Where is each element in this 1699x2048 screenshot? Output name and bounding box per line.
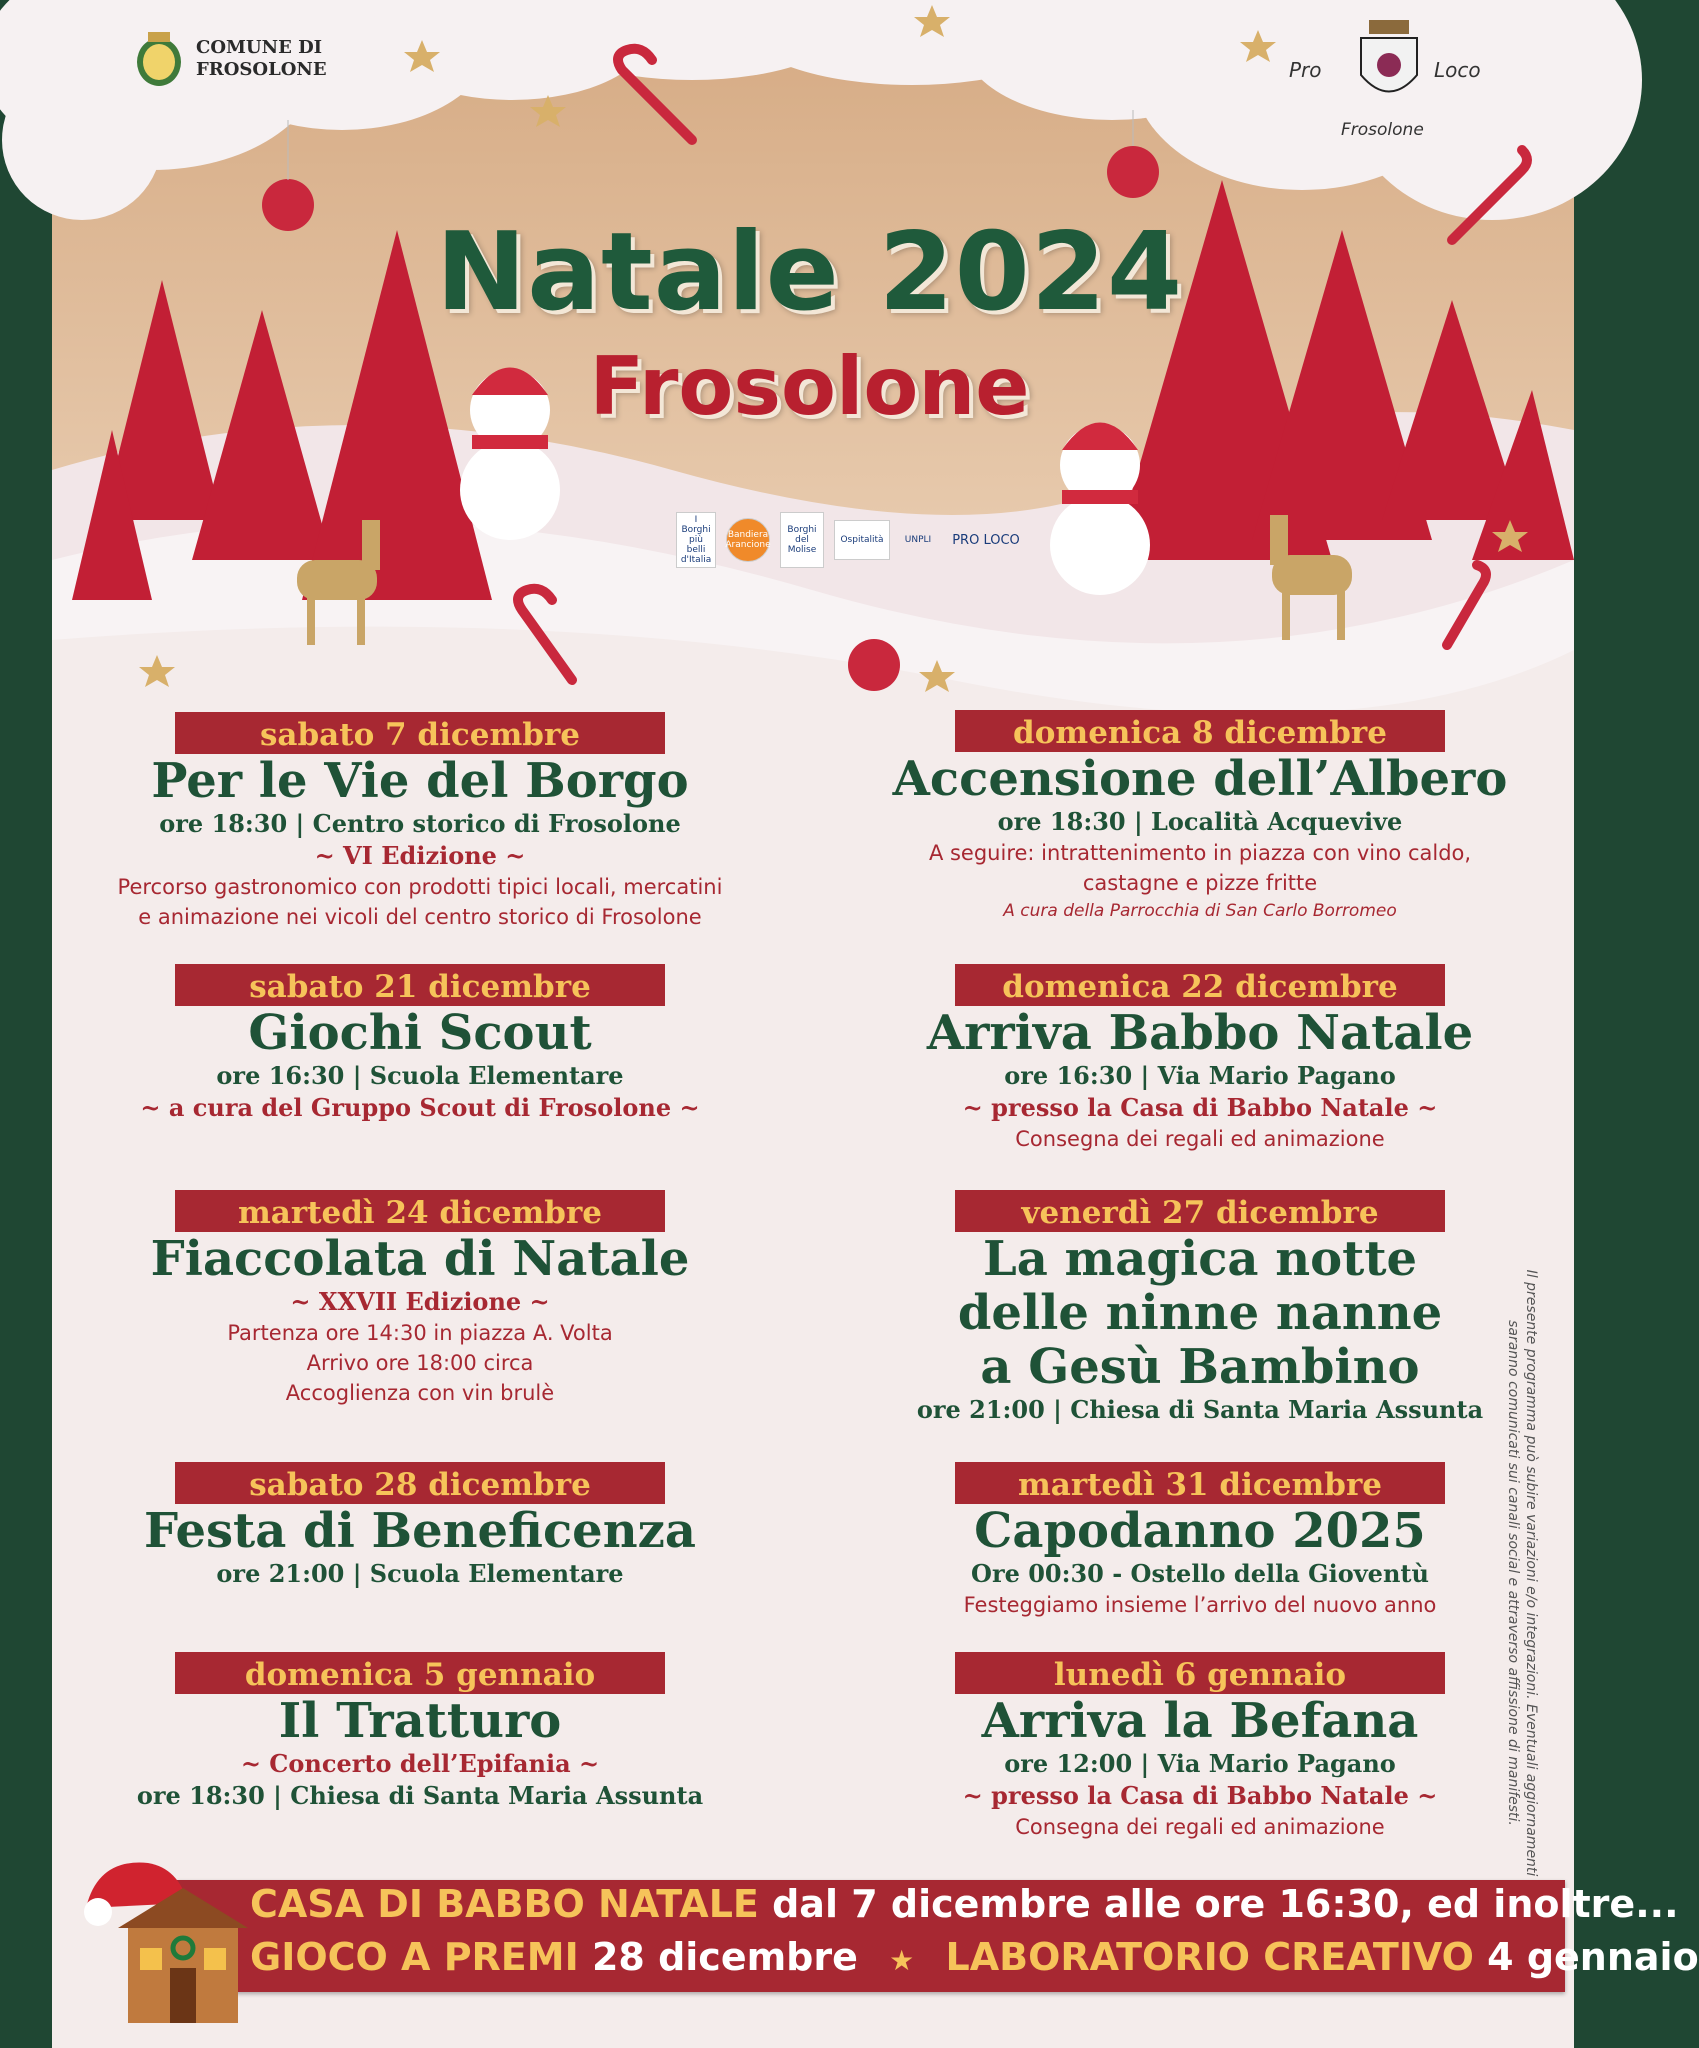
bottom-highlight: LABORATORIO CREATIVO xyxy=(945,1935,1474,1979)
side-note-text: Il presente programma può subire variazioni e/o integrazioni. Eventuali aggiornamenti saranno comunicati sui canali social e attraverso affissione di manifesti. xyxy=(1505,1269,1539,1877)
page-subtitle: Frosolone xyxy=(589,340,1030,433)
event-title: a Gesù Bambino xyxy=(980,1339,1420,1395)
event-date: domenica 5 gennaio xyxy=(175,1652,665,1694)
gingerbread-house-icon xyxy=(78,1848,248,2026)
event-title: Capodanno 2025 xyxy=(974,1503,1426,1559)
event-time: ore 21:00 | Chiesa di Santa Maria Assunta xyxy=(916,1395,1484,1424)
event-description: A seguire: intrattenimento in piazza con vino caldo, xyxy=(928,841,1472,865)
event-time: ore 18:30 | Località Acquevive xyxy=(997,807,1403,836)
bottom-highlight: CASA DI BABBO NATALE xyxy=(250,1882,759,1926)
comune-line2: FROSOLONE xyxy=(196,59,327,80)
event-time: ore 12:00 | Via Mario Pagano xyxy=(1004,1749,1396,1778)
event-time: ore 16:30 | Via Mario Pagano xyxy=(1004,1061,1396,1090)
event-description: Accoglienza con vin brulè xyxy=(285,1381,555,1405)
event-date: martedì 24 dicembre xyxy=(175,1190,665,1232)
event-title: Fiaccolata di Natale xyxy=(150,1231,690,1287)
event-card xyxy=(870,710,1530,924)
event-description: Arrivo ore 18:00 circa xyxy=(306,1351,534,1375)
partner-logo: Ospitalità xyxy=(834,520,890,560)
event-title: Giochi Scout xyxy=(248,1005,592,1061)
event-title: Accensione dell’Albero xyxy=(892,751,1508,807)
event-title: Festa di Beneficenza xyxy=(144,1503,696,1559)
event-edition: ~ VI Edizione ~ xyxy=(314,841,526,870)
event-title: La magica notte xyxy=(982,1231,1418,1287)
bottom-line-2 xyxy=(250,1935,1699,1979)
bottom-text: 4 gennaio xyxy=(1487,1935,1699,1979)
event-card xyxy=(870,1190,1530,1426)
bottom-line-1 xyxy=(250,1882,1679,1926)
event-description: Festeggiamo insieme l’arrivo del nuovo anno xyxy=(963,1593,1437,1617)
event-date: domenica 8 dicembre xyxy=(955,710,1445,752)
side-note xyxy=(1505,1240,1539,1890)
proloco-crest-icon xyxy=(1351,20,1427,110)
star-icon: ★ xyxy=(889,1944,915,1977)
proloco-logo xyxy=(1289,20,1489,150)
bottom-highlight: GIOCO A PREMI xyxy=(250,1935,579,1979)
proloco-bottom-text: Frosolone xyxy=(1341,120,1424,140)
partner-logo: Bandiera Arancione xyxy=(726,518,770,562)
event-time: ore 18:30 | Chiesa di Santa Maria Assunta xyxy=(136,1781,704,1810)
event-date: domenica 22 dicembre xyxy=(955,964,1445,1006)
event-date: lunedì 6 gennaio xyxy=(955,1652,1445,1694)
event-description: e animazione nei vicoli del centro storico di Frosolone xyxy=(138,905,702,929)
event-card xyxy=(90,1190,750,1408)
event-card xyxy=(90,712,750,932)
event-time: ore 21:00 | Scuola Elementare xyxy=(216,1559,624,1588)
event-title: Il Tratturo xyxy=(278,1693,562,1749)
event-description: Consegna dei regali ed animazione xyxy=(1015,1127,1385,1151)
event-description: Percorso gastronomico con prodotti tipici locali, mercatini xyxy=(117,875,723,899)
event-edition: ~ Concerto dell’Epifania ~ xyxy=(240,1749,600,1778)
event-card xyxy=(870,1652,1530,1842)
event-edition: ~ presso la Casa di Babbo Natale ~ xyxy=(962,1093,1438,1122)
event-title: Arriva la Befana xyxy=(981,1693,1419,1749)
event-date: sabato 28 dicembre xyxy=(175,1462,665,1504)
event-edition: ~ a cura del Gruppo Scout di Frosolone ~ xyxy=(140,1093,700,1122)
event-date: sabato 7 dicembre xyxy=(175,712,665,754)
bottom-text: dal 7 dicembre alle ore 16:30, ed inoltre... xyxy=(772,1882,1679,1926)
event-title: Arriva Babbo Natale xyxy=(926,1005,1474,1061)
partner-logo: PRO LOCO xyxy=(952,532,1020,548)
partner-logo: I Borghi più belli d'Italia xyxy=(676,512,716,568)
event-time: ore 18:30 | Centro storico di Frosolone xyxy=(159,809,681,838)
bottom-text: 28 dicembre xyxy=(591,1935,858,1979)
event-edition: ~ presso la Casa di Babbo Natale ~ xyxy=(962,1781,1438,1810)
partner-logo: Borghi del Molise xyxy=(780,512,824,568)
partner-logos xyxy=(676,512,1026,568)
event-date: venerdì 27 dicembre xyxy=(955,1190,1445,1232)
page-title: Natale 2024 xyxy=(435,210,1184,335)
event-edition: ~ XXVII Edizione ~ xyxy=(290,1287,550,1316)
comune-line1: COMUNE DI xyxy=(196,37,323,58)
coat-of-arms-icon xyxy=(130,28,188,90)
event-card xyxy=(90,1462,750,1590)
event-title: Per le Vie del Borgo xyxy=(151,753,689,809)
event-card xyxy=(870,1462,1530,1620)
comune-logo xyxy=(130,28,327,90)
event-date: martedì 31 dicembre xyxy=(955,1462,1445,1504)
event-description: Consegna dei regali ed animazione xyxy=(1015,1815,1385,1839)
event-card xyxy=(870,964,1530,1154)
proloco-left-text: Pro xyxy=(1289,58,1322,82)
event-description: castagne e pizze fritte xyxy=(1082,871,1318,895)
event-time: ore 16:30 | Scuola Elementare xyxy=(216,1061,624,1090)
event-card xyxy=(90,964,750,1124)
event-title: delle ninne nanne xyxy=(957,1285,1443,1341)
partner-logo: UNPLI xyxy=(904,535,932,545)
proloco-right-text: Loco xyxy=(1434,58,1481,82)
event-credit: A cura della Parrocchia di San Carlo Borromeo xyxy=(1003,901,1397,921)
event-description: Partenza ore 14:30 in piazza A. Volta xyxy=(227,1321,613,1345)
event-time: Ore 00:30 - Ostello della Gioventù xyxy=(971,1559,1429,1588)
event-card xyxy=(90,1652,750,1812)
event-date: sabato 21 dicembre xyxy=(175,964,665,1006)
